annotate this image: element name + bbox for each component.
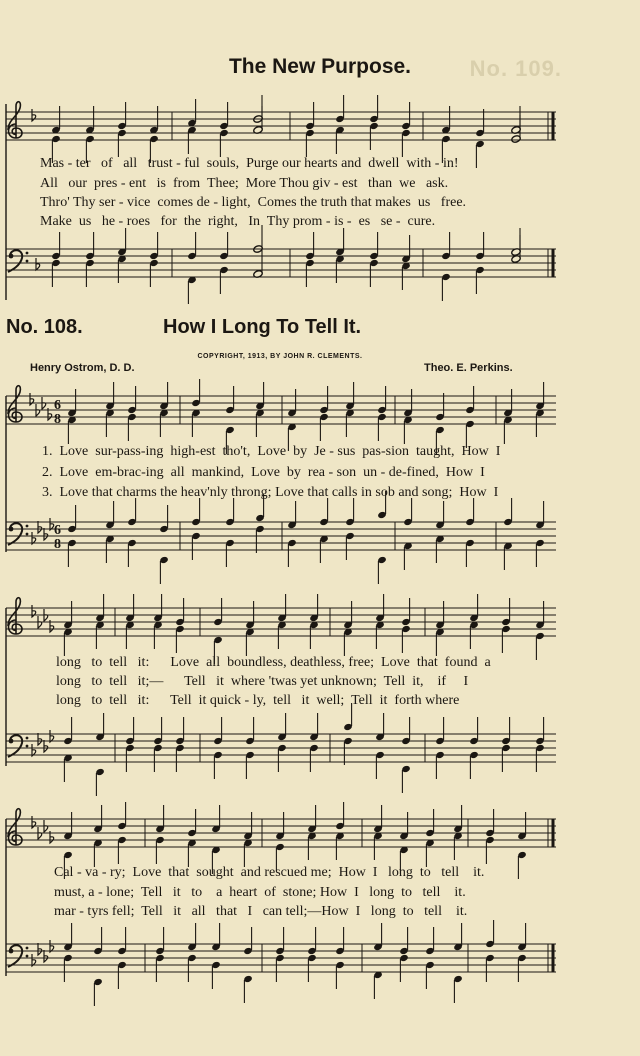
hymn1-verse-3: Thro' Thy ser - vice comes de - light, Comes the truth that makes us free. bbox=[40, 195, 467, 210]
hymn1-verse-2: All our pres - ent is from Thee; More Thou giv - est than we ask. bbox=[40, 176, 449, 191]
hymn2-s3-verse-2: must, a - lone; Tell it to a heart of stone; How I long to tell it. bbox=[54, 885, 466, 900]
hymn1-verse-1: Mas - ter of all trust - ful souls, Purge our hearts and dwell with - in! bbox=[40, 156, 459, 171]
hymn-title-how-i-long: How I Long To Tell It. bbox=[163, 316, 362, 338]
lyricist-credit: Henry Ostrom, D. D. bbox=[30, 362, 135, 374]
composer-credit: Theo. E. Perkins. bbox=[424, 362, 513, 374]
hymn2-system1-bass-notes bbox=[67, 491, 545, 584]
copyright-notice: COPYRIGHT, 1913, BY JOHN R. CLEMENTS. bbox=[197, 353, 363, 360]
hymn1-bass-notes bbox=[51, 225, 521, 304]
svg-text:8: 8 bbox=[54, 412, 61, 427]
hymn2-s1-verse-2: 2. Love em-brac-ing all mankind, Love by rea - son un - de-fined, How I bbox=[42, 465, 485, 480]
hymn2-system3-bass-notes bbox=[63, 920, 527, 1006]
svg-text:6: 6 bbox=[54, 398, 61, 413]
hymn2-s1-verse-1: 1. Love sur-pass-ing high-est tho't, Love by Je - sus pas-sion taught, How I bbox=[42, 444, 501, 459]
hymn2-s2-verse-3: long to tell it: Tell it quick - ly, tell it well; Tell it forth where bbox=[56, 693, 460, 708]
hymn2-s2-verse-1: long to tell it: Love all boundless, deathless, free; Love that found a bbox=[56, 655, 491, 670]
hymn2-s3-verse-1: Cal - va - ry; Love that sought and rescued me; How I long to tell it. bbox=[54, 865, 485, 880]
hymn2-key-time-2 bbox=[32, 518, 61, 552]
hymn2-s1-verse-3: 3. Love that charms the heav'nly throng; Love that calls in sob and song; How I bbox=[42, 485, 499, 500]
hymn2-s3-verse-3: mar - tyrs fell; Tell it all that I can tell;—How I long to tell it. bbox=[54, 904, 468, 919]
hymn1-verse-4: Make us he - roes for the right, In Thy prom - is - es se - cure. bbox=[40, 214, 436, 229]
hymn2-system1-bass-staff bbox=[6, 522, 556, 550]
svg-text:8: 8 bbox=[54, 537, 61, 552]
hymn-title-new-purpose: The New Purpose. bbox=[228, 55, 412, 78]
hymn2-key-sig-5 bbox=[32, 816, 54, 843]
bleed-through-page-number: No. 109. bbox=[469, 56, 562, 81]
hymn2-s2-verse-2: long to tell it;— Tell it where 'twas yet unknown; Tell it, if I bbox=[56, 674, 469, 689]
hymn2-key-sig-3 bbox=[32, 605, 54, 632]
hymn2-system2-bass-notes bbox=[63, 703, 545, 796]
hymn-number: No. 108. bbox=[6, 316, 83, 338]
svg-text:6: 6 bbox=[54, 523, 61, 538]
